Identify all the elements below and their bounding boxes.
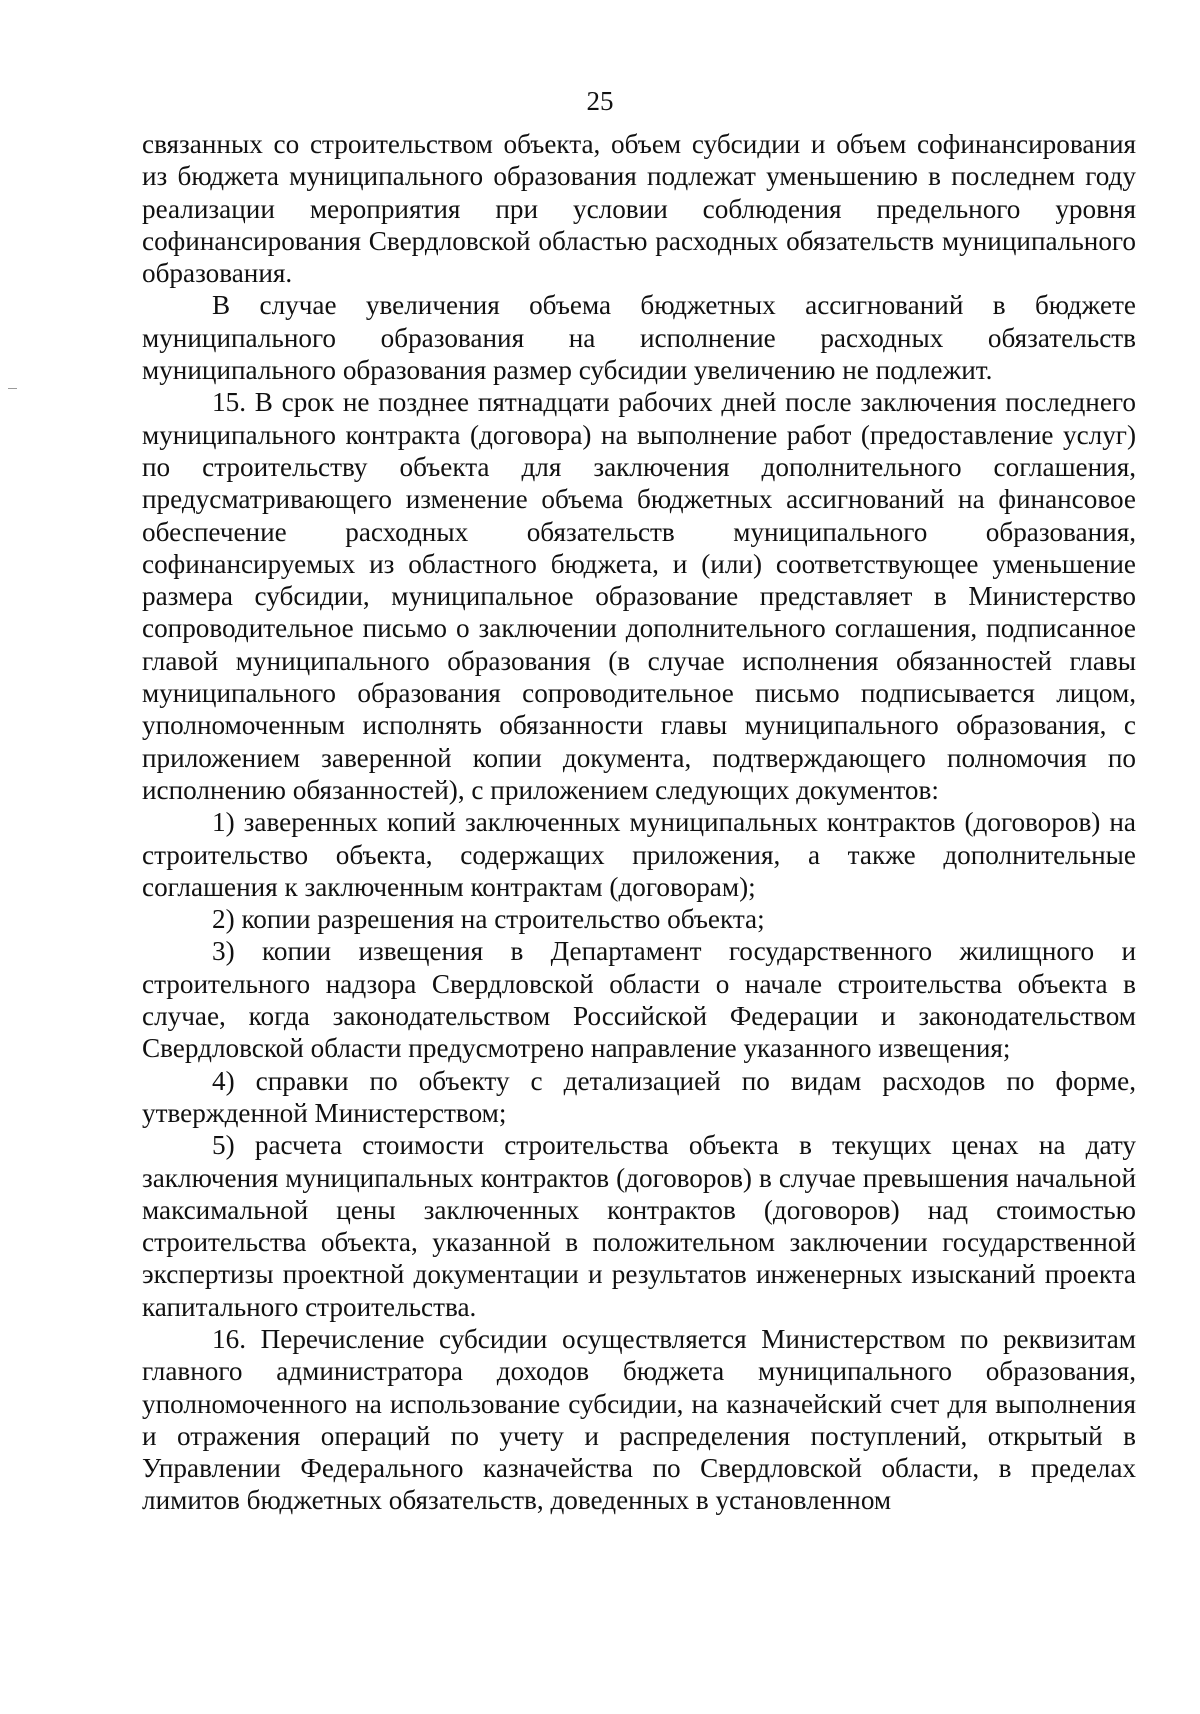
list-item-5: 5) расчета стоимости строительства объекта в текущих ценах на дату заключения муниципальных контрактов (договоров) в случае превышения начальной максимальной цены заключенных контрактов (договоров) над стоимостью строительства объекта, указанной в положительном заключении государственной экспертизы проектной документации и результатов инженерных изысканий проекта капитального строительства. [142,1130,1136,1322]
paragraph-16: 16. Перечисление субсидии осуществляется Министерством по реквизитам главного администратора доходов бюджета муниципального образования, уполномоченного на использование субсидии, на казначейский счет для выполнения и отражения операций по учету и распределения поступлений, открытый в Управлении Федерального казначейства по Свердловской области, в пределах лимитов бюджетных обязательств, доведенных в установленном [142,1323,1136,1516]
list-item-2: 2) копии разрешения на строительство объекта; [212,904,765,935]
scan-artifact-mark [8,388,17,389]
document-body [142,128,1136,1517]
paragraph-continuation: связанных со строительством объекта, объем субсидии и объем софинансирования из бюджета муниципального образования подлежат уменьшению в последнем году реализации мероприятия при условии соблюдения предельного уровня софинансирования Свердловской областью расходных обязательств муниципального образования. [142,129,1136,289]
list-item-4: 4) справки по объекту с детализацией по видам расходов по форме, утвержденной Министерством; [142,1065,1136,1128]
list-item-1: 1) заверенных копий заключенных муниципальных контрактов (договоров) на строительство объекта, содержащих приложения, а также дополнительные соглашения к заключенным контрактам (договорам); [142,807,1136,902]
paragraph-15: 15. В срок не позднее пятнадцати рабочих дней после заключения последнего муниципального контракта (договора) на выполнение работ (предоставление услуг) по строительству объекта для заключения дополнительного соглашения, предусматривающего изменение объема бюджетных ассигнований на финансовое обеспечение расходных обязательств муниципального образования, софинансируемых из областного бюджета, и (или) соответствующее уменьшение размера субсидии, муниципальное образование представляет в Министерство сопроводительное письмо о заключении дополнительного соглашения, подписанное главой муниципального образования (в случае исполнения обязанностей главы муниципального образования сопроводительное письмо подписывается лицом, уполномоченным исполнять обязанности главы муниципального образования, с приложением заверенной копии документа, подтверждающего полномочия по исполнению обязанностей), с приложением следующих документов: [142,387,1136,805]
paragraph-budget-increase: В случае увеличения объема бюджетных ассигнований в бюджете муниципального образования на исполнение расходных обязательств муниципального образования размер субсидии увеличению не подлежит. [142,290,1136,386]
page-number: 25 [586,86,614,116]
list-item-3: 3) копии извещения в Департамент государственного жилищного и строительного надзора Свердловской области о начале строительства объекта в случае, когда законодательством Российской Федерации и законодательством Свердловской области предусмотрено направление указанного извещения; [142,936,1136,1064]
